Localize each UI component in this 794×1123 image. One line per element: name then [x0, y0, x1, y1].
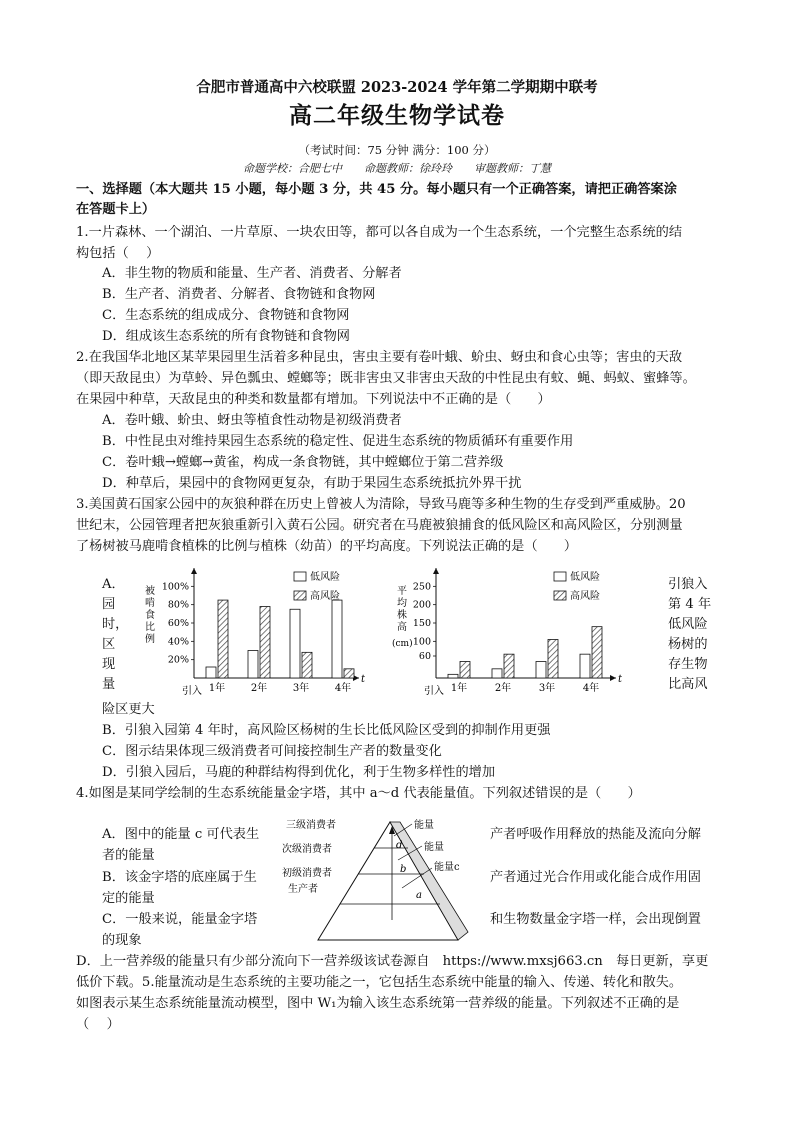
bar-low-risk	[248, 651, 258, 679]
y-tick-label: 200	[412, 599, 431, 611]
q4-option-d: D．上一营养级的能量只有少部分流向下一营养级该试卷源自 https://www.mxsj663.cn 每日更新，享更	[76, 954, 709, 969]
q1-option-b: B．生产者、消费者、分解者、食物链和食物网	[102, 287, 376, 302]
q5-stem-cont: 如图表示某生态系统能量流动模型，图中 W₁为输入该生态系统第一营养级的能量。下列叙述不正确的是	[76, 996, 680, 1011]
bar-high-risk	[504, 654, 514, 678]
y-axis-label-char: 啃	[145, 598, 155, 609]
q3-stem-cont2: 了杨树被马鹿啃食植株的比例与植株（幼苗）的平均高度。下列说法正确的是（ ）	[76, 539, 578, 554]
y-tick-label: 250	[412, 581, 431, 593]
pyramid-energy-label-c: 能量c	[434, 862, 460, 873]
q1-option-d: D．组成该生态系统的所有食物链和食物网	[102, 329, 350, 344]
chart-eaten-ratio	[138, 560, 378, 695]
x-axis-label: t	[618, 674, 623, 685]
y-axis-label-char: 株	[397, 610, 407, 621]
section-heading-cont: 在答题卡上）	[76, 202, 156, 217]
q4-option-a-tail: 者的能量	[102, 848, 155, 863]
q4-option-c: C．一般来说，能量金字塔	[102, 912, 258, 927]
q1-option-c: C．生态系统的组成成分、食物链和食物网	[102, 308, 350, 323]
bar-low-risk	[206, 667, 216, 678]
y-axis-arrow	[191, 568, 197, 574]
x-axis-arrow	[610, 675, 616, 681]
q2-option-b: B．中性昆虫对维持果园生态系统的稳定性、促进生态系统的物质循环有重要作用	[102, 434, 574, 449]
bar-high-risk	[592, 627, 602, 678]
q4-option-c-tail: 的现象	[102, 933, 142, 948]
y-tick-label: 100	[412, 636, 431, 648]
y-axis-label-char: 食	[145, 610, 155, 621]
pyramid-level-secondary: 次级消费者	[282, 844, 332, 855]
x-tick-label: 2年	[250, 683, 268, 694]
x-tick-label: 2年	[494, 683, 512, 694]
q1-stem: 1.一片森林、一个湖泊、一片草原、一块农田等，都可以各自成为一个生态系统，一个完整生态系统的结	[76, 225, 683, 240]
chart-avg-height	[392, 560, 654, 695]
bar-low-risk	[290, 609, 300, 678]
q3-option-c: C．图示结果体现三级消费者可间接控制生产者的数量变化	[102, 744, 442, 759]
bar-low-risk	[492, 669, 502, 678]
x-tick-label: 1年	[208, 683, 226, 694]
section-heading: 一、选择题（本大题共 15 小题，每小题 3 分，共 45 分。每小题只有一个正确答案，请把正确答案涂	[76, 182, 677, 197]
origin-label: 引入	[424, 686, 444, 695]
exam-info: （考试时间：75 分钟 满分：100 分）	[298, 143, 496, 157]
exam-staff: 命题学校：合肥七中 命题教师：徐玲玲 审题教师：丁慧	[243, 162, 551, 175]
exam-paper-title: 高二年级生物学试卷	[289, 102, 505, 129]
y-tick-label: 60%	[167, 618, 189, 629]
y-tick-label: 80%	[167, 599, 189, 611]
x-tick-label: 3年	[292, 683, 310, 694]
legend-swatch-low	[294, 572, 306, 581]
q2-stem-cont2: 在果园中种草，天敌昆虫的种类和数量都有增加。下列说法中不正确的是（ ）	[76, 392, 551, 407]
y-tick-label: 60	[418, 651, 431, 662]
q1-stem-cont: 构包括（ ）	[76, 246, 160, 261]
q4-option-a-cont: 产者呼吸作用释放的热能及流向分解	[490, 827, 701, 842]
q3-option-a-left: A． 园 时， 区 现 量	[102, 577, 129, 692]
pyramid-label-a: a	[416, 890, 422, 901]
y-tick-label: 150	[412, 618, 431, 629]
pyramid-level-tertiary: 三级消费者	[286, 820, 336, 831]
q2-stem-cont: （即天敌昆虫）为草蛉、异色瓢虫、螳螂等；既非害虫又非害虫天敌的中性昆虫有蚊、蝇、蚂蚁、蜜蜂等。	[76, 371, 696, 386]
q2-option-d: D．种草后，果园中的食物网更复杂，有助于果园生态系统抵抗外界干扰	[102, 476, 522, 491]
x-tick-label: 4年	[582, 683, 600, 694]
legend-swatch-high	[294, 591, 306, 600]
y-axis-arrow	[433, 568, 439, 574]
q4-option-b-tail: 定的能量	[102, 891, 155, 906]
bar-low-risk	[580, 654, 590, 678]
y-axis-label-char: 均	[397, 598, 407, 609]
y-axis-unit: (cm)	[392, 639, 413, 649]
q4-option-a: A．图中的能量 c 可代表生	[102, 827, 260, 842]
y-tick-label: 100%	[161, 581, 189, 593]
q4-option-c-cont: 和生物数量金字塔一样，会出现倒置	[490, 912, 701, 927]
y-axis-label-char: 例	[145, 634, 155, 645]
q3-option-a-tail: 险区更大	[102, 702, 155, 717]
bar-high-risk	[260, 607, 270, 679]
q2-stem: 2.在我国华北地区某苹果园里生活着多种昆虫，害虫主要有卷叶蛾、蚧虫、蚜虫和食心虫等；害虫的天敌	[76, 350, 683, 365]
q4-stem: 4.如图是某同学绘制的生态系统能量金字塔，其中 a～d 代表能量值。下列叙述错误的是（ ）	[76, 786, 641, 801]
x-tick-label: 1年	[450, 683, 468, 694]
q3-stem: 3.美国黄石国家公园中的灰狼种群在历史上曾被人为清除，导致马鹿等多种生物的生存受到严重威胁。20	[76, 497, 686, 512]
legend-swatch-low	[554, 572, 566, 581]
energy-pyramid-diagram	[282, 808, 482, 948]
legend-swatch-high	[554, 591, 566, 600]
x-tick-label: 3年	[538, 683, 556, 694]
y-axis-label-char: 比	[145, 622, 155, 633]
bar-low-risk	[332, 600, 342, 678]
bar-high-risk	[302, 652, 312, 678]
x-tick-label: 4年	[334, 683, 352, 694]
y-axis-label-char: 高	[397, 622, 407, 633]
q4-option-b-cont: 产者通过光合作用或化能合成作用固	[490, 870, 701, 885]
bar-high-risk	[548, 640, 558, 679]
pyramid-level-primary: 初级消费者	[282, 868, 332, 879]
q2-option-c: C．卷叶蛾→螳螂→黄雀，构成一条食物链，其中螳螂位于第二营养级	[102, 455, 504, 470]
q2-option-a: A．卷叶蛾、蚧虫、蚜虫等植食性动物是初级消费者	[102, 413, 402, 428]
bar-high-risk	[218, 600, 228, 678]
bar-low-risk	[448, 674, 458, 678]
pyramid-energy-label-1: 能量	[414, 820, 434, 831]
q4-option-b: B．该金字塔的底座属于生	[102, 870, 257, 885]
pyramid-label-b: b	[400, 864, 407, 875]
legend-low: 低风险	[310, 572, 340, 583]
pyramid-energy-label-2: 能量	[424, 842, 444, 853]
q3-stem-cont: 世纪末，公园管理者把灰狼重新引入黄石公园。研究者在马鹿被狼捕食的低风险区和高风险区，分别测量	[76, 518, 683, 533]
pyramid-level-producer: 生产者	[288, 884, 318, 895]
x-axis-label: t	[361, 674, 366, 685]
exam-header-title: 合肥市普通高中六校联盟 2023-2024 学年第二学期期中联考	[196, 79, 598, 96]
bar-high-risk	[344, 669, 354, 678]
q3-option-d: D．引狼入园后，马鹿的种群结构得到优化，利于生物多样性的增加	[102, 765, 496, 780]
bar-high-risk	[460, 662, 470, 679]
legend-high: 高风险	[310, 591, 340, 602]
y-tick-label: 40%	[167, 636, 189, 648]
q5-stem-cont2: （ ）	[76, 1017, 120, 1032]
legend-low: 低风险	[570, 572, 600, 583]
y-axis-label-char: 平	[397, 586, 407, 597]
q3-option-a-right: 引狼入 第 4 年 低风险 杨树的 存生物 比高风	[668, 577, 712, 692]
q5-stem: 低价下载。5.能量流动是生态系统的主要功能之一，它包括生态系统中能量的输入、传递、转化和散失。	[76, 975, 683, 990]
pyramid-label-d: d	[396, 840, 403, 851]
y-axis-label-char: 被	[145, 586, 155, 597]
legend-high: 高风险	[570, 591, 600, 602]
y-tick-label: 20%	[167, 654, 189, 666]
origin-label: 引入	[182, 686, 202, 695]
q3-option-b: B．引狼入园第 4 年时，高风险区杨树的生长比低风险区受到的抑制作用更强	[102, 723, 551, 738]
q1-option-a: A．非生物的物质和能量、生产者、消费者、分解者	[102, 266, 402, 281]
bar-low-risk	[536, 662, 546, 679]
